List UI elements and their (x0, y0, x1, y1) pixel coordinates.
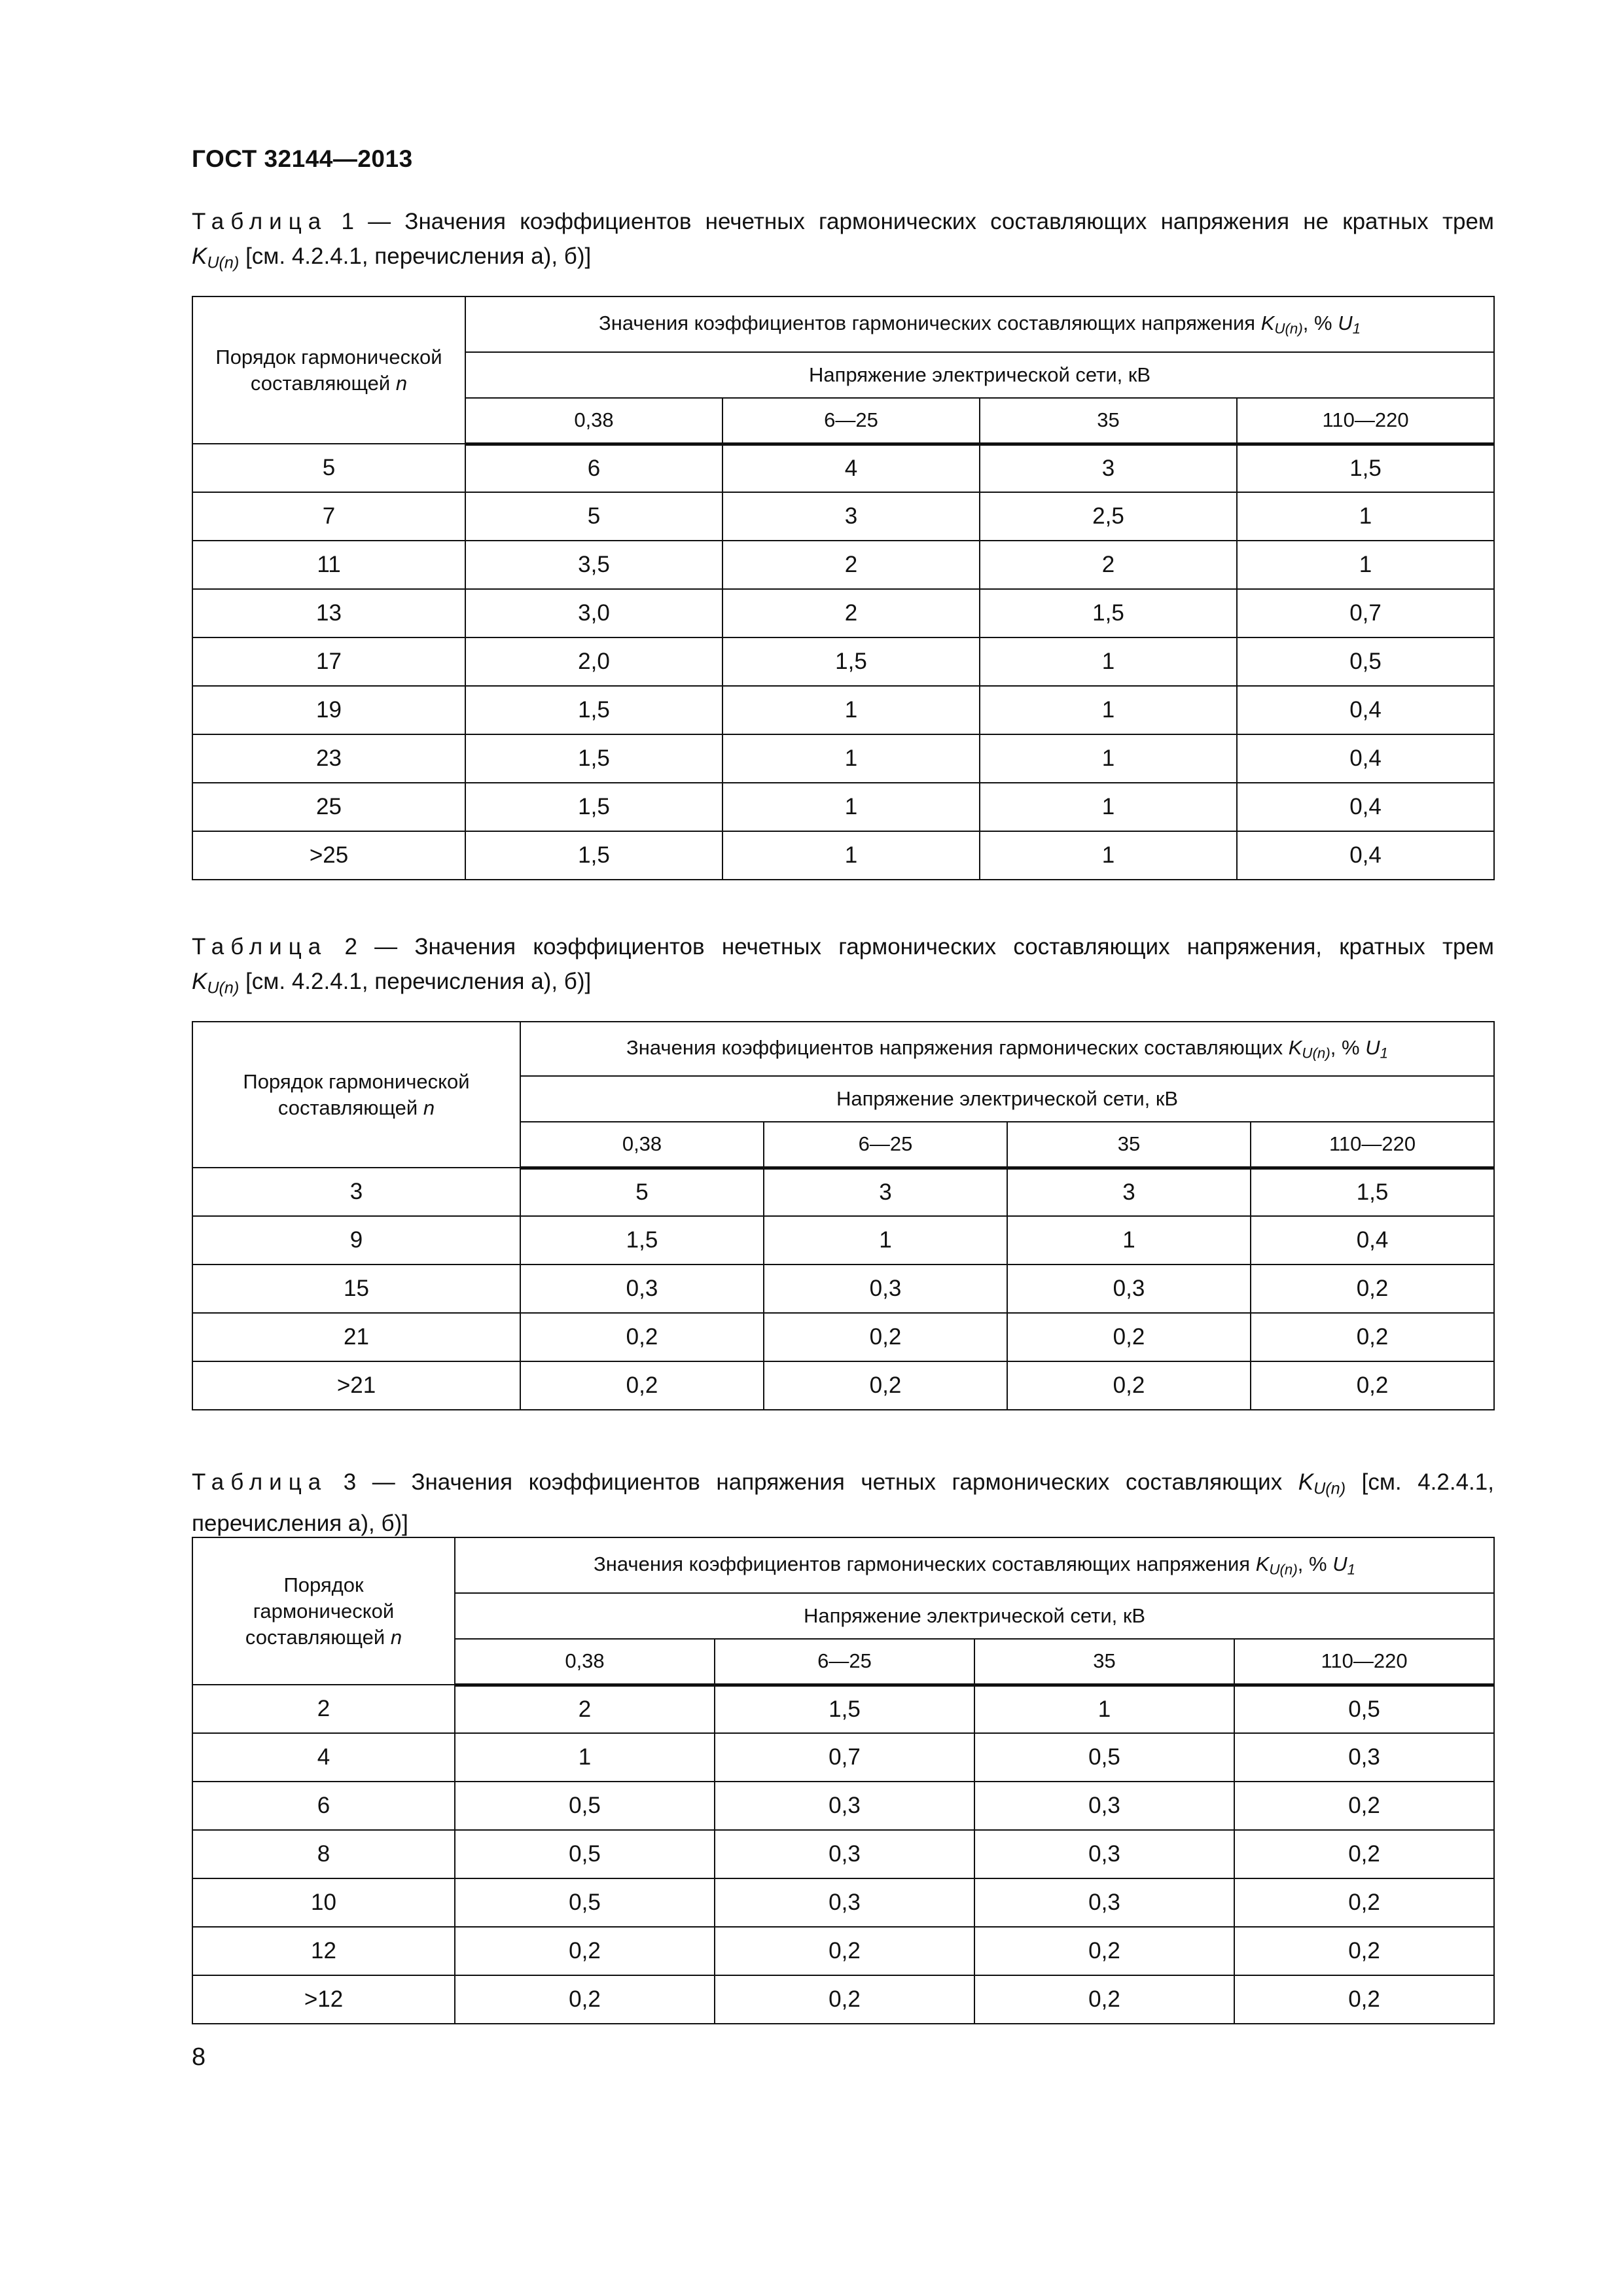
coefficient-cell: 2 (722, 589, 980, 637)
table2-voltage-header: Напряжение электрической сети, кВ (520, 1076, 1494, 1122)
table-row (192, 734, 1494, 783)
coefficient-cell: 3,5 (465, 541, 722, 589)
coefficient-cell: 2,0 (465, 637, 722, 686)
coefficient-cell: 0,4 (1237, 831, 1494, 880)
coefficient-cell: 0,3 (520, 1265, 764, 1313)
table1-voltage-level: 110—220 (1237, 398, 1494, 444)
coefficient-cell: 1 (980, 783, 1237, 831)
coefficient-cell: 1 (455, 1733, 715, 1782)
coefficient-cell: 0,4 (1237, 783, 1494, 831)
coefficient-cell: 0,2 (1234, 1975, 1494, 2024)
coefficient-cell: 0,2 (764, 1361, 1007, 1410)
coefficient-cell: 0,3 (1007, 1265, 1251, 1313)
table2-voltage-level: 110—220 (1251, 1122, 1494, 1168)
table1-caption-symbol: $K_{U(n)}$ (192, 243, 240, 272)
table-row (192, 1733, 1494, 1782)
table-row (192, 1975, 1494, 2024)
table3-caption-label: Таблица (192, 1469, 328, 1495)
table3-values-header: Значения коэффициентов гармонических составляющих напряжения $K_{U(n)}$, % $U_1$ (455, 1537, 1494, 1593)
coefficient-cell: 0,2 (764, 1313, 1007, 1361)
table2-caption-line2 (192, 964, 1494, 1005)
coefficient-cell: 1,5 (520, 1216, 764, 1265)
coefficient-cell: 2,5 (980, 492, 1237, 541)
coefficient-cell: 0,2 (520, 1313, 764, 1361)
coefficient-cell: 0,2 (1234, 1878, 1494, 1927)
table1 (192, 296, 1495, 880)
table3-voltage-header: Напряжение электрической сети, кВ (455, 1593, 1494, 1639)
coefficient-cell: 0,5 (455, 1830, 715, 1878)
harmonic-order-cell: 4 (192, 1733, 455, 1782)
table1-caption-number: 1 (341, 209, 354, 234)
coefficient-cell: 1,5 (1251, 1168, 1494, 1216)
table-row (192, 492, 1494, 541)
harmonic-order-cell: 2 (192, 1685, 455, 1733)
coefficient-cell: 0,3 (974, 1878, 1234, 1927)
coefficient-cell: 1,5 (715, 1685, 974, 1733)
table2-caption-label: Таблица (192, 934, 328, 960)
coefficient-cell: 0,3 (974, 1830, 1234, 1878)
table-row (192, 1878, 1494, 1927)
standard-designation: ГОСТ 32144—2013 (192, 145, 413, 172)
coefficient-cell: 0,2 (455, 1975, 715, 2024)
coefficient-cell: 1 (722, 686, 980, 734)
table1-voltage-header: Напряжение электрической сети, кВ (465, 352, 1494, 398)
table3-voltage-level: 35 (974, 1639, 1234, 1685)
table3-caption-symbol: $K_{U(n)}$ (1298, 1469, 1346, 1498)
coefficient-cell: 2 (455, 1685, 715, 1733)
table-row (192, 1361, 1494, 1410)
coefficient-cell: 0,2 (1234, 1830, 1494, 1878)
coefficient-cell: 1 (764, 1216, 1007, 1265)
coefficient-cell: 1 (1237, 541, 1494, 589)
table-row (192, 1265, 1494, 1313)
coefficient-cell: 1,5 (465, 783, 722, 831)
harmonic-order-cell: >12 (192, 1975, 455, 2024)
harmonic-order-cell: 11 (192, 541, 465, 589)
table3-voltage-level: 6—25 (715, 1639, 974, 1685)
coefficient-cell: 0,7 (715, 1733, 974, 1782)
table3-body (192, 1685, 1494, 2024)
coefficient-cell: 3 (722, 492, 980, 541)
coefficient-cell: 0,2 (520, 1361, 764, 1410)
coefficient-cell: 0,4 (1251, 1216, 1494, 1265)
table-row (192, 1313, 1494, 1361)
coefficient-cell: 0,2 (715, 1975, 974, 2024)
coefficient-cell: 5 (465, 492, 722, 541)
harmonic-order-cell: 19 (192, 686, 465, 734)
coefficient-cell: 1 (722, 734, 980, 783)
table3-caption-tail-l1: [см. 4.2.4.1, (1361, 1469, 1494, 1495)
harmonic-order-cell: 6 (192, 1782, 455, 1830)
harmonic-order-cell: 8 (192, 1830, 455, 1878)
table1-caption-tail: [см. 4.2.4.1, перечисления а), б)] (245, 243, 592, 269)
document-header (192, 145, 413, 173)
coefficient-cell: 0,2 (1251, 1313, 1494, 1361)
table2-caption (192, 929, 1494, 1005)
coefficient-cell: 3 (1007, 1168, 1251, 1216)
coefficient-cell: 0,2 (1007, 1361, 1251, 1410)
coefficient-cell: 1 (1007, 1216, 1251, 1265)
page-number: 8 (192, 2043, 206, 2071)
table2-caption-symbol: $K_{U(n)}$ (192, 969, 240, 997)
coefficient-cell: 1,5 (465, 831, 722, 880)
table1-body (192, 444, 1494, 880)
table3 (192, 1537, 1495, 2024)
coefficient-cell: 5 (520, 1168, 764, 1216)
coefficient-cell: 0,7 (1237, 589, 1494, 637)
coefficient-cell: 3,0 (465, 589, 722, 637)
table-row (192, 589, 1494, 637)
coefficient-cell: 1 (722, 783, 980, 831)
table3-caption-text: — Значения коэффициентов напряжения четных гармонических составляющих (372, 1469, 1283, 1495)
table-row (192, 1927, 1494, 1975)
table-row (192, 444, 1494, 492)
coefficient-cell: 0,2 (455, 1927, 715, 1975)
harmonic-order-cell: 9 (192, 1216, 520, 1265)
harmonic-order-cell: 15 (192, 1265, 520, 1313)
coefficient-cell: 1 (722, 831, 980, 880)
harmonic-order-cell: 25 (192, 783, 465, 831)
coefficient-cell: 0,4 (1237, 734, 1494, 783)
table2-caption-tail: [см. 4.2.4.1, перечисления а), б)] (245, 969, 592, 994)
coefficient-cell: 0,5 (455, 1782, 715, 1830)
coefficient-cell: 0,2 (974, 1975, 1234, 2024)
coefficient-cell: 6 (465, 444, 722, 492)
coefficient-cell: 0,3 (715, 1830, 974, 1878)
table2-caption-text: — Значения коэффициентов нечетных гармонических составляющих напряжения, кратных трем (374, 934, 1494, 960)
harmonic-order-cell: >21 (192, 1361, 520, 1410)
coefficient-cell: 0,2 (1234, 1927, 1494, 1975)
coefficient-cell: 3 (764, 1168, 1007, 1216)
coefficient-cell: 1 (980, 686, 1237, 734)
coefficient-cell: 0,5 (1234, 1685, 1494, 1733)
table-row (192, 783, 1494, 831)
coefficient-cell: 1,5 (722, 637, 980, 686)
table3-order-header: Порядок гармонической составляющей n (192, 1537, 455, 1685)
coefficient-cell: 0,5 (1237, 637, 1494, 686)
coefficient-cell: 0,3 (764, 1265, 1007, 1313)
harmonic-order-cell: 23 (192, 734, 465, 783)
coefficient-cell: 1,5 (980, 589, 1237, 637)
harmonic-order-cell: 12 (192, 1927, 455, 1975)
table2-body (192, 1168, 1494, 1410)
table1-voltage-level: 6—25 (722, 398, 980, 444)
table-row (192, 541, 1494, 589)
coefficient-cell: 2 (980, 541, 1237, 589)
table3-caption-tail-l2: перечисления а), б)] (192, 1511, 408, 1537)
coefficient-cell: 1 (974, 1685, 1234, 1733)
table1-caption-text: — Значения коэффициентов нечетных гармонических составляющих напряжения не кратных трем (368, 209, 1494, 234)
coefficient-cell: 0,2 (715, 1927, 974, 1975)
coefficient-cell: 3 (980, 444, 1237, 492)
coefficient-cell: 1,5 (1237, 444, 1494, 492)
coefficient-cell: 1 (1237, 492, 1494, 541)
table-row (192, 831, 1494, 880)
coefficient-cell: 0,4 (1237, 686, 1494, 734)
harmonic-order-cell: 7 (192, 492, 465, 541)
table-row (192, 1830, 1494, 1878)
coefficient-cell: 0,2 (1251, 1361, 1494, 1410)
coefficient-cell: 0,2 (1007, 1313, 1251, 1361)
coefficient-cell: 0,3 (715, 1782, 974, 1830)
harmonic-order-cell: 13 (192, 589, 465, 637)
table3-caption (192, 1465, 1494, 1541)
table1-caption-line1 (192, 204, 1494, 239)
table2-caption-number: 2 (344, 934, 357, 960)
coefficient-cell: 0,3 (1234, 1733, 1494, 1782)
coefficient-cell: 2 (722, 541, 980, 589)
table-row (192, 1216, 1494, 1265)
harmonic-order-cell: 10 (192, 1878, 455, 1927)
table3-voltage-level: 110—220 (1234, 1639, 1494, 1685)
table2-voltage-level: 35 (1007, 1122, 1251, 1168)
harmonic-order-cell: 5 (192, 444, 465, 492)
table2-voltage-level: 0,38 (520, 1122, 764, 1168)
harmonic-order-cell: >25 (192, 831, 465, 880)
coefficient-cell: 1,5 (465, 686, 722, 734)
table1-caption-label: Таблица (192, 209, 328, 234)
table1-values-header: Значения коэффициентов гармонических составляющих напряжения $K_{U(n)}$, % $U_1$ (465, 296, 1494, 352)
coefficient-cell: 4 (722, 444, 980, 492)
coefficient-cell: 0,5 (455, 1878, 715, 1927)
coefficient-cell: 1 (980, 831, 1237, 880)
harmonic-order-cell: 3 (192, 1168, 520, 1216)
table2-voltage-level: 6—25 (764, 1122, 1007, 1168)
table3-voltage-level: 0,38 (455, 1639, 715, 1685)
table2-values-header: Значения коэффициентов напряжения гармонических составляющих $K_{U(n)}$, % $U_1$ (520, 1022, 1494, 1076)
coefficient-cell: 0,2 (1251, 1265, 1494, 1313)
coefficient-cell: 1 (980, 734, 1237, 783)
table1-voltage-level: 35 (980, 398, 1237, 444)
table1-order-header: Порядок гармонической составляющей n (192, 296, 465, 444)
table-row (192, 686, 1494, 734)
table1-voltage-level: 0,38 (465, 398, 722, 444)
table2-caption-line1 (192, 929, 1494, 964)
table3-caption-line1 (192, 1465, 1494, 1506)
table-row (192, 637, 1494, 686)
table2 (192, 1021, 1495, 1410)
coefficient-cell: 0,2 (1234, 1782, 1494, 1830)
table-row (192, 1685, 1494, 1733)
harmonic-order-cell: 17 (192, 637, 465, 686)
table1-caption (192, 204, 1494, 280)
coefficient-cell: 0,5 (974, 1733, 1234, 1782)
coefficient-cell: 1,5 (465, 734, 722, 783)
coefficient-cell: 0,3 (715, 1878, 974, 1927)
table3-caption-number: 3 (343, 1469, 357, 1495)
coefficient-cell: 0,2 (974, 1927, 1234, 1975)
coefficient-cell: 1 (980, 637, 1237, 686)
table2-order-header: Порядок гармонической составляющей n (192, 1022, 520, 1168)
harmonic-order-cell: 21 (192, 1313, 520, 1361)
table-row (192, 1168, 1494, 1216)
coefficient-cell: 0,3 (974, 1782, 1234, 1830)
table-row (192, 1782, 1494, 1830)
table1-caption-line2 (192, 239, 1494, 280)
